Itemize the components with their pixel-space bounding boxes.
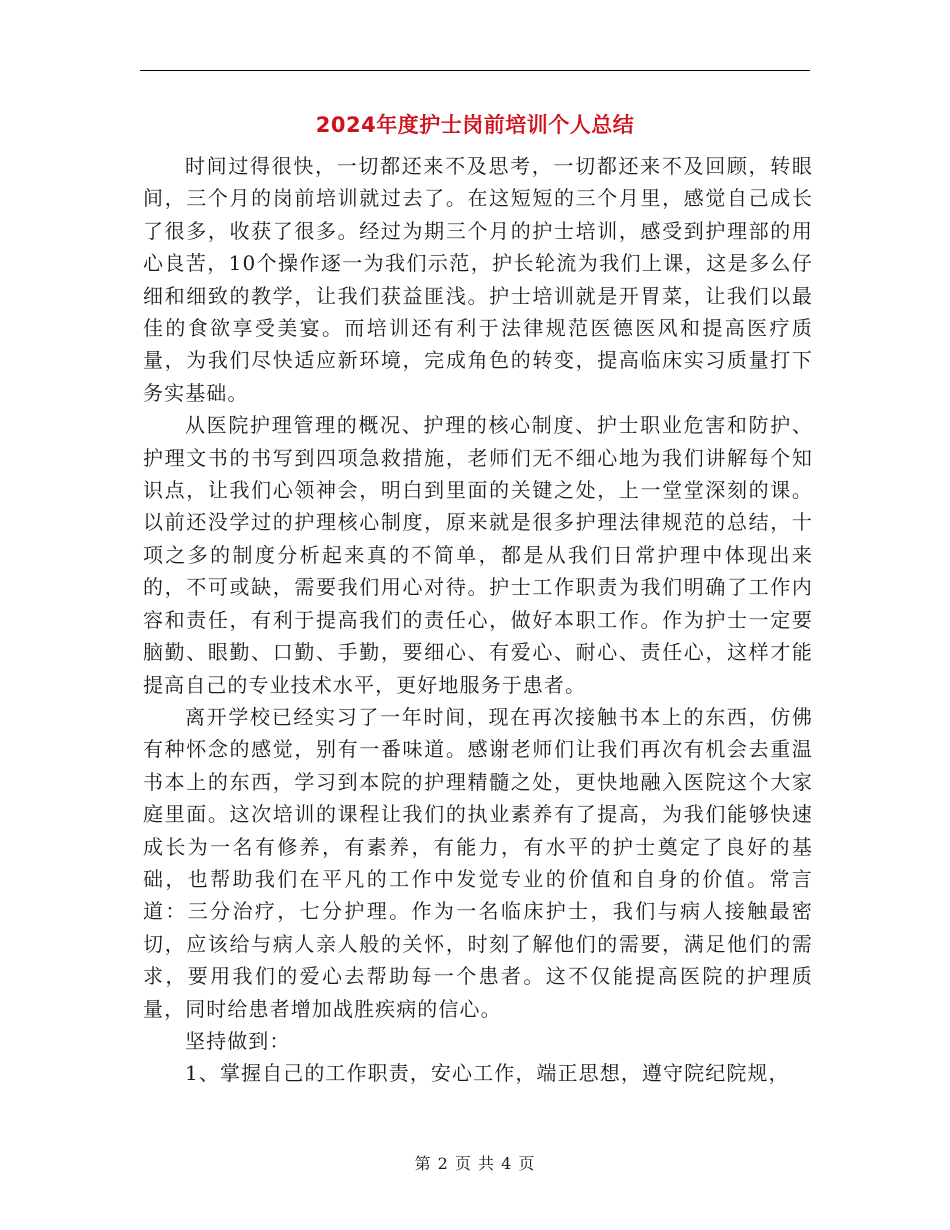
page-footer: 第 2 页 共 4 页	[414, 1154, 536, 1173]
paragraph: 1、掌握自己的工作职责，安心工作，端正思想，遵守院纪院规，	[185, 1061, 790, 1086]
paragraph: 坚持做到：	[185, 1028, 291, 1053]
document-body	[143, 150, 813, 1090]
paragraph: 时间过得很快，一切都还来不及思考，一切都还来不及回顾，转眼间，三个月的岗前培训就过去了。在这短短的三个月里，感觉自己成长了很多，收获了很多。经过为期三个月的护士培训，感受到护理部的用心良苦，10个操作逐一为我们示范，护长轮流为我们上课，这是多么仔细和细致的教学，让我们获益匪浅。护士培训就是开胃菜，让我们以最佳的食欲享受美宴。而培训还有利于法律规范医德医风和提高医疗质量，为我们尽快适应新环境，完成角色的转变，提高临床实习质量打下务实基础。	[143, 154, 813, 405]
document-title: 2024年度护士岗前培训个人总结	[315, 113, 635, 137]
paragraph: 离开学校已经实习了一年时间，现在再次接触书本上的东西，仿佛有种怀念的感觉，别有一番味道。感谢老师们让我们再次有机会去重温书本上的东西，学习到本院的护理精髓之处，更快地融入医院这个大家庭里面。这次培训的课程让我们的执业素养有了提高，为我们能够快速成长为一名有修养，有素养，有能力，有水平的护士奠定了良好的基础，也帮助我们在平凡的工作中发觉专业的价值和自身的价值。常言道：三分治疗，七分护理。作为一名临床护士，我们与病人接触最密切，应该给与病人亲人般的关怀，时刻了解他们的需要，满足他们的需求，要用我们的爱心去帮助每一个患者。这不仅能提高医院的护理质量，同时给患者增加战胜疾病的信心。	[143, 704, 813, 1021]
header-rule	[140, 70, 810, 71]
paragraph: 从医院护理管理的概况、护理的核心制度、护士职业危害和防护、护理文书的书写到四项急救措施，老师们无不细心地为我们讲解每个知识点，让我们心领神会，明白到里面的关键之处，上一堂堂深刻的课。以前还没学过的护理核心制度，原来就是很多护理法律规范的总结，十项之多的制度分析起来真的不简单，都是从我们日常护理中体现出来的，不可或缺，需要我们用心对待。护士工作职责为我们明确了工作内容和责任，有利于提高我们的责任心，做好本职工作。作为护士一定要脑勤、眼勤、口勤、手勤，要细心、有爱心、耐心、责任心，这样才能提高自己的专业技术水平，更好地服务于患者。	[143, 413, 813, 697]
